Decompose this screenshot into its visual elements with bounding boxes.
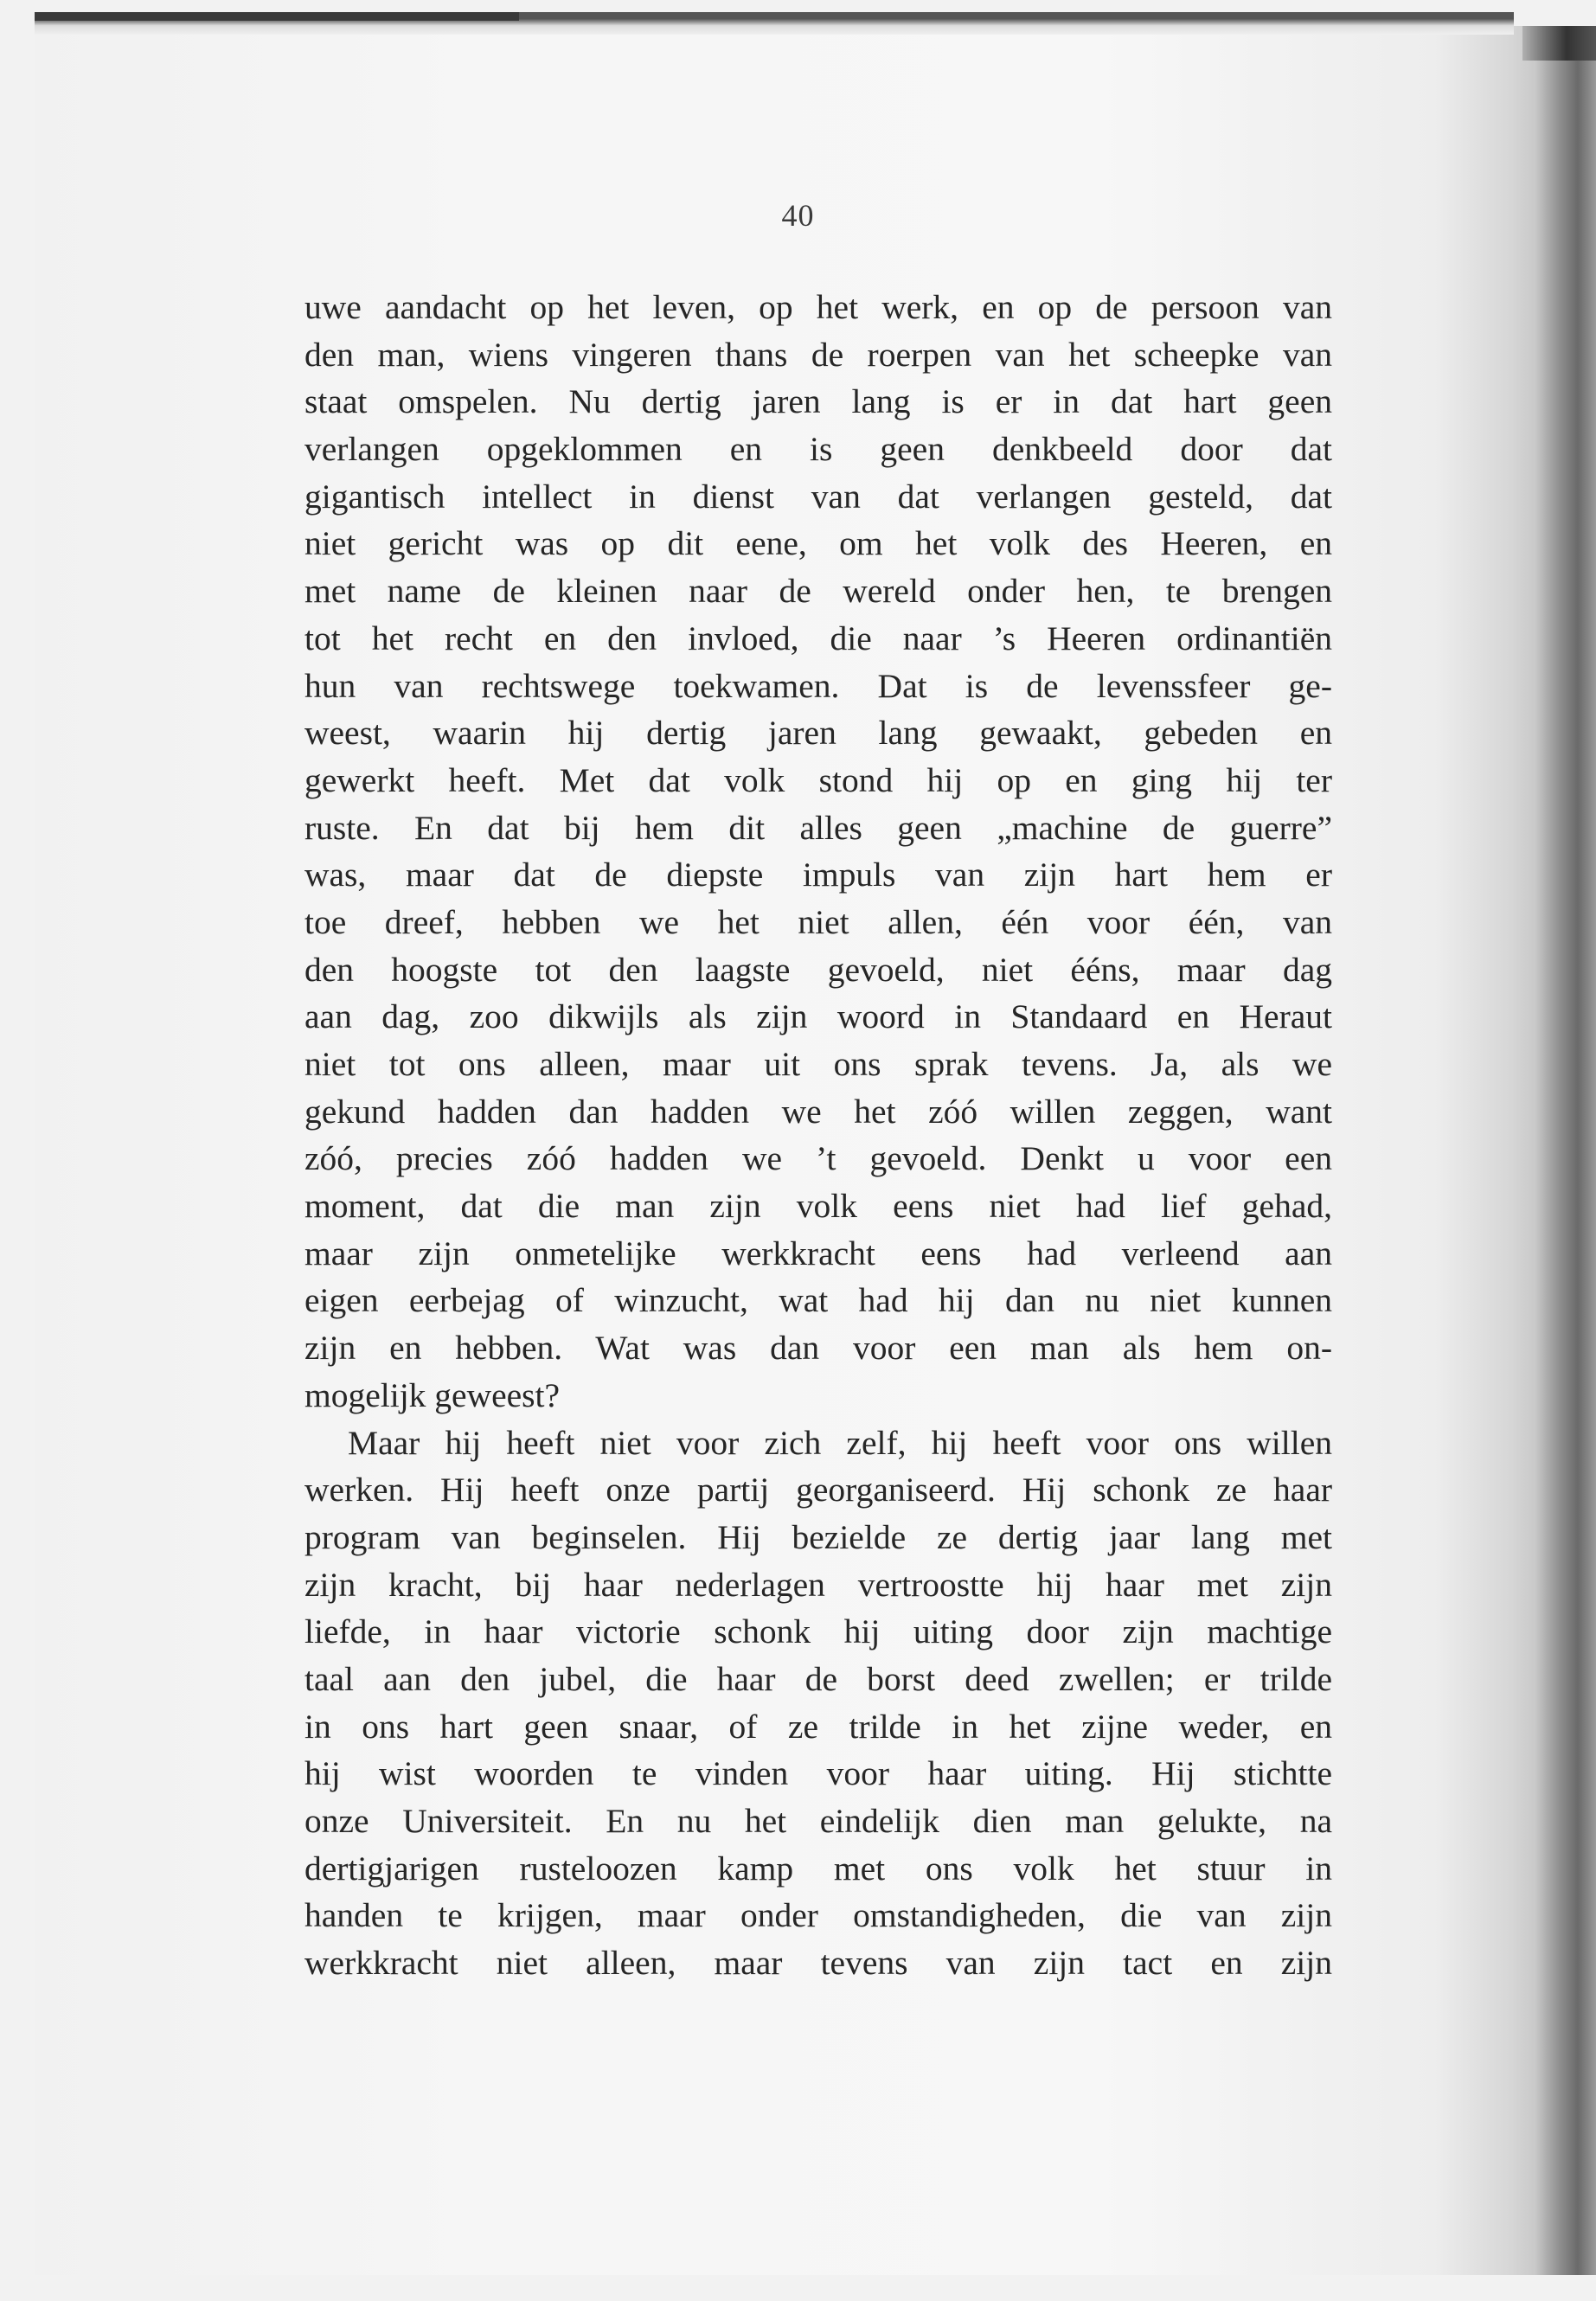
text-line: handen te krijgen, maar onder omstandigheden, die van zijn <box>304 1896 1332 1935</box>
text-line: staat omspelen. Nu dertig jaren lang is er in dat hart geen <box>304 382 1332 421</box>
text-line: gewerkt heeft. Met dat volk stond hij op en ging hij ter <box>304 760 1332 799</box>
text-line: dertigjarigen rusteloozen kamp met ons volk het stuur in <box>304 1849 1332 1888</box>
page-number: 40 <box>781 198 815 233</box>
text-line: verlangen opgeklommen en is geen denkbeeld door dat <box>304 430 1332 469</box>
text-line: in ons hart geen snaar, of ze trilde in het zijne weder, en <box>304 1707 1332 1746</box>
text-line: gekund hadden dan hadden we het zóó willen zeggen, want <box>304 1092 1332 1131</box>
book-binding-edge <box>1535 26 1596 2275</box>
text-line: niet tot ons alleen, maar uit ons sprak tevens. Ja, als we <box>304 1045 1332 1083</box>
text-line: met name de kleinen naar de wereld onder hen, te brengen <box>304 572 1332 611</box>
text-line: mogelijk geweest? <box>304 1375 561 1414</box>
text-line: zijn kracht, bij haar nederlagen vertroostte hij haar met zijn <box>304 1565 1332 1604</box>
text-line: zijn en hebben. Wat was dan voor een man als hem on- <box>304 1329 1332 1368</box>
text-line: den hoogste tot den laagste gevoeld, niet ééns, maar dag <box>304 950 1332 989</box>
text-line: tot het recht en den invloed, die naar ’s Heeren ordinantiën <box>304 619 1332 657</box>
body-text <box>304 284 1332 1987</box>
text-line: gigantisch intellect in dienst van dat verlangen gesteld, dat <box>304 477 1332 516</box>
text-line: werken. Hij heeft onze partij georganiseerd. Hij schonk ze haar <box>304 1471 1332 1509</box>
text-line: ruste. En dat bij hem dit alles geen „machine de guerre” <box>304 808 1332 847</box>
text-line: zóó, precies zóó hadden we ’t gevoeld. Denkt u voor een <box>304 1139 1332 1178</box>
text-line: niet gericht was op dit eene, om het volk des Heeren, en <box>304 524 1332 563</box>
text-line: moment, dat die man zijn volk eens niet had lief gehad, <box>304 1187 1332 1226</box>
text-line: taal aan den jubel, die haar de borst deed zwellen; er trilde <box>304 1659 1332 1698</box>
text-line: toe dreef, hebben we het niet allen, één voor één, van <box>304 902 1332 941</box>
text-line: maar zijn onmetelijke werkkracht eens had verleend aan <box>304 1234 1332 1272</box>
text-line: liefde, in haar victorie schonk hij uiting door zijn machtige <box>304 1612 1332 1651</box>
binding-corner <box>1522 26 1596 61</box>
text-line: aan dag, zoo dikwijls als zijn woord in Standaard en Heraut <box>304 997 1332 1036</box>
text-line: werkkracht niet alleen, maar tevens van zijn tact en zijn <box>304 1944 1332 1983</box>
text-line: Maar hij heeft niet voor zich zelf, hij heeft voor ons willen <box>348 1423 1332 1462</box>
text-line: program van beginselen. Hij bezielde ze dertig jaar lang met <box>304 1517 1332 1556</box>
text-line: hij wist woorden te vinden voor haar uiting. Hij stichtte <box>304 1754 1332 1793</box>
text-line: onze Universiteit. En nu het eindelijk dien man gelukte, na <box>304 1802 1332 1840</box>
text-line: was, maar dat de diepste impuls van zijn hart hem er <box>304 856 1332 894</box>
text-line: weest, waarin hij dertig jaren lang gewaakt, gebeden en <box>304 714 1332 753</box>
top-page-edge-shadow <box>35 12 519 21</box>
text-line: eigen eerbejag of winzucht, wat had hij dan nu niet kunnen <box>304 1281 1332 1320</box>
text-line: den man, wiens vingeren thans de roerpen van het scheepke van <box>304 335 1332 374</box>
text-line: uwe aandacht op het leven, op het werk, en op de persoon van <box>304 288 1332 326</box>
text-line: hun van rechtswege toekwamen. Dat is de levenssfeer ge- <box>304 666 1332 705</box>
